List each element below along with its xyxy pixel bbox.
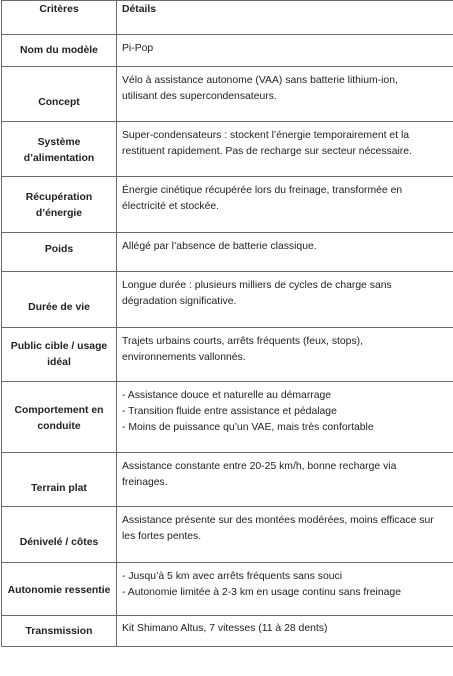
details-line: Allégé par l’absence de batterie classique. xyxy=(122,241,317,252)
details-cell xyxy=(117,67,453,122)
table-row xyxy=(2,563,453,616)
details-line: utilisant des supercondensateurs. xyxy=(122,91,277,102)
criteria-label: Poids xyxy=(44,244,74,255)
details-cell xyxy=(117,233,453,272)
criteria-label: Durée de vie xyxy=(28,302,90,313)
table-row xyxy=(2,122,453,177)
details-cell xyxy=(117,272,453,328)
criteria-label: Autonomie ressentie xyxy=(7,585,111,596)
details-cell xyxy=(117,563,453,616)
details-line: - Assistance douce et naturelle au démarrage xyxy=(122,390,332,401)
details-cell xyxy=(117,616,453,647)
table-row xyxy=(2,35,453,67)
criteria-cell xyxy=(2,177,117,233)
details-line: freinages. xyxy=(122,477,168,488)
criteria-label: d’alimentation xyxy=(23,153,95,164)
details-cell xyxy=(117,122,453,177)
criteria-cell xyxy=(2,616,117,647)
details-line: Longue durée : plusieurs milliers de cycles de charge sans xyxy=(122,280,392,291)
details-cell xyxy=(117,35,453,67)
details-line: - Jusqu’à 5 km avec arrêts fréquents sans souci xyxy=(122,571,343,582)
criteria-cell xyxy=(2,122,117,177)
details-cell xyxy=(117,328,453,382)
details-cell xyxy=(117,507,453,563)
table-row xyxy=(2,233,453,272)
table-row xyxy=(2,67,453,122)
criteria-cell xyxy=(2,563,117,616)
criteria-cell xyxy=(2,507,117,563)
table-row xyxy=(2,177,453,233)
details-line: - Autonomie limitée à 2-3 km en usage continu sans freinage xyxy=(122,587,401,598)
details-line: électricité et stockée. xyxy=(122,201,220,212)
table-row xyxy=(2,453,453,507)
table-header-row xyxy=(2,1,453,35)
criteria-cell xyxy=(2,67,117,122)
details-cell xyxy=(117,382,453,453)
details-line: Énergie cinétique récupérée lors du freinage, transformée en xyxy=(122,185,403,196)
spec-table xyxy=(1,0,453,647)
criteria-cell xyxy=(2,233,117,272)
details-line: Trajets urbains courts, arrêts fréquents (feux, stops), xyxy=(122,336,364,347)
details-line: les fortes pentes. xyxy=(122,531,202,542)
details-line: Assistance constante entre 20-25 km/h, bonne recharge via xyxy=(122,461,397,472)
criteria-cell xyxy=(2,35,117,67)
criteria-cell xyxy=(2,272,117,328)
criteria-cell xyxy=(2,382,117,453)
details-cell xyxy=(117,177,453,233)
details-line: Pi-Pop xyxy=(122,43,154,54)
table-row xyxy=(2,616,453,647)
criteria-label: Récupération xyxy=(25,192,93,203)
details-line: Vélo à assistance autonome (VAA) sans batterie lithium-ion, xyxy=(122,75,398,86)
criteria-cell xyxy=(2,453,117,507)
criteria-label: Concept xyxy=(38,97,80,108)
details-line: Assistance présente sur des montées modérées, moins efficace sur xyxy=(122,515,434,526)
criteria-label: idéal xyxy=(47,357,71,368)
criteria-label: Système xyxy=(37,137,81,148)
table-row xyxy=(2,272,453,328)
details-line: - Transition fluide entre assistance et pédalage xyxy=(122,406,337,417)
criteria-label: Comportement en xyxy=(14,405,104,416)
criteria-label: Public cible / usage xyxy=(10,341,108,352)
header-details: Détails xyxy=(117,1,453,35)
criteria-label: Dénivelé / côtes xyxy=(19,537,99,548)
details-line: dégradation significative. xyxy=(122,296,237,307)
details-line: - Moins de puissance qu’un VAE, mais très confortable xyxy=(122,422,374,433)
details-line: Kit Shimano Altus, 7 vitesses (11 à 28 dents) xyxy=(122,623,328,634)
criteria-label: conduite xyxy=(37,421,81,432)
criteria-label: d’énergie xyxy=(35,208,83,219)
details-line: environnements vallonnés. xyxy=(122,352,246,363)
details-line: Super-condensateurs : stockent l’énergie temporairement et la xyxy=(122,130,410,141)
criteria-label: Terrain plat xyxy=(31,483,87,494)
criteria-cell xyxy=(2,328,117,382)
criteria-label: Nom du modèle xyxy=(20,45,98,56)
table-row xyxy=(2,507,453,563)
criteria-label: Transmission xyxy=(25,626,93,637)
details-cell xyxy=(117,453,453,507)
details-line: restituent rapidement. Pas de recharge sur secteur nécessaire. xyxy=(122,146,412,157)
table-row xyxy=(2,382,453,453)
table-row xyxy=(2,328,453,382)
header-criteres: Critères xyxy=(2,1,117,35)
